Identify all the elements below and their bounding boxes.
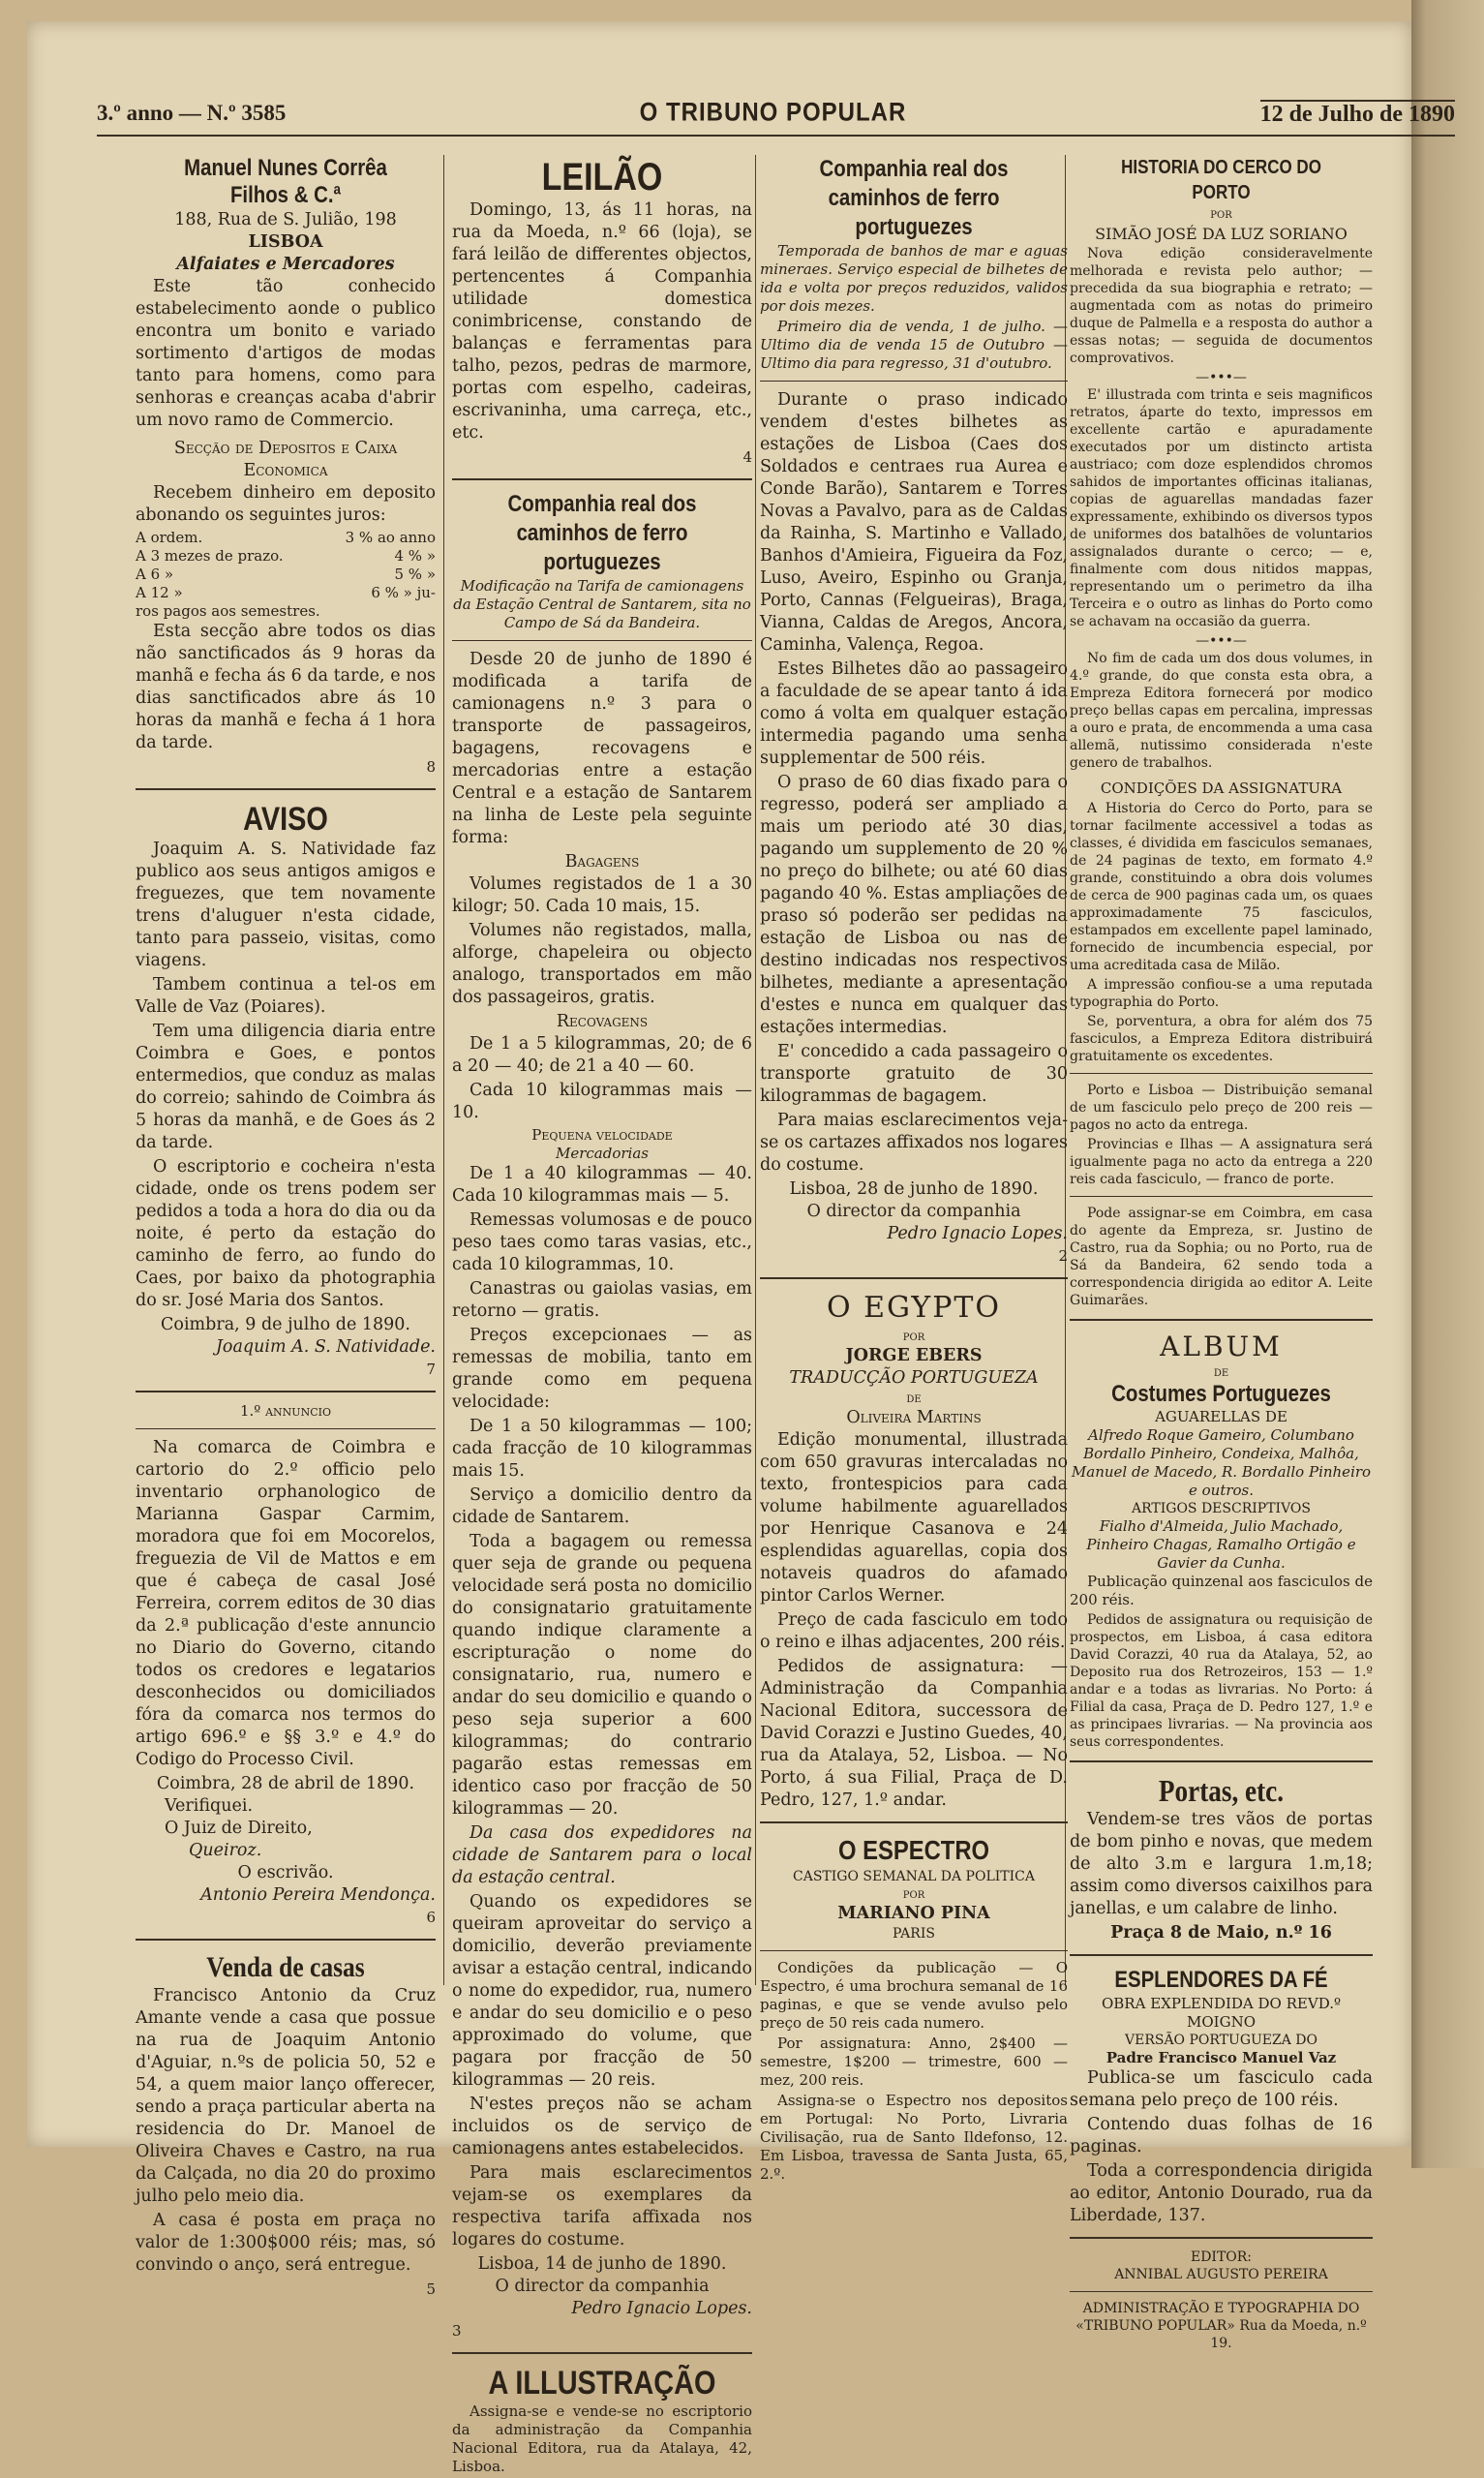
aviso-paragraph: Tambem continua a tel-os em Valle de Vaz (Poiares). xyxy=(136,975,436,1017)
section-hours: Esta secção abre todos os dias não sanctificados ás 9 horas da manhã e fecha ás 6 da tarde, e nos dias sanctificados abre ás 10 horas da manhã e fecha á 1 hora da tarde. xyxy=(136,622,436,752)
aviso-paragraph: Tem uma diligencia diaria entre Coimbra e Goes, e pontos entermedios, que conduz as malas do correio; sahindo de Coimbra ás 5 horas da manhã, e de Goes ás 2 da tarde. xyxy=(136,1022,436,1152)
railway-paragraph: Volumes não registados, malla, alforge, chapeleira ou objecto analogo, transportados em mão dos passageiros, gratis. xyxy=(452,921,752,1007)
ad-number: 6 xyxy=(426,1909,436,1926)
venda-text: Francisco Antonio da Cruz Amante vende a casa que possue na rua de Joaquim Antonio d'Aguiar, n.ºs de policia 50, 52 e 54, a quem maior lanço offerecer, sendo a praça particular aberta na residencia do Dr. Manoel de Oliveira Chaves e Castro, na rua da Calçada, no dia 20 do proximo julho pelo meio dia. xyxy=(136,1986,436,2206)
espectro-paragraph: Por assignatura: Anno, 2$400 — semestre, 1$200 — trimestre, 600 — mez, 200 reis. xyxy=(760,2034,1068,2089)
esplendores-paragraph: Toda a correspondencia dirigida ao editor, Antonio Dourado, rua da Liberdade, 137. xyxy=(1070,2161,1373,2225)
illustracao-text: Assigna-se e vende-se no escriptorio da administração da Companhia Nacional Editora, rua da Atalaya, 42, Lisboa. xyxy=(452,2402,752,2475)
rate-value: 3 % ao anno xyxy=(345,529,436,546)
railway-subtitle: Modificação na Tarifa de camionagens da Estação Central de Santarem, sita no Campo de Sá da Bandeira. xyxy=(453,577,751,631)
egypto-paragraph: Edição monumental, illustrada com 650 gravuras intercaladas no texto, frontespicios para cada volume habilmente aguarellados por Henrique Casanova e 24 esplendidas aguarellas, copia dos notaveis quadros do afamado pintor Carlos Werner. xyxy=(760,1430,1068,1606)
historia-paragraph: Nova edição consideravelmente melhorada e revista pelo author; — precedida da sua biographia e retrato; — augmentada com as notas do primeiro duque de Palmella e a resposta do author a essas notas; — seguida de documentos comprovativos. xyxy=(1070,246,1373,366)
firm-trade: Alfaiates e Mercadores xyxy=(176,255,395,274)
conditions-paragraph: Provincias e Ilhas — A assignatura será igualmente paga no acto da entrega a 220 reis cada fasciculo, — franco de porte. xyxy=(1070,1137,1373,1187)
rate-label: A 6 » xyxy=(136,566,174,583)
esplendores-translator: Padre Francisco Manuel Vaz xyxy=(1105,2049,1337,2066)
railway-paragraph: E' concedido a cada passageiro o transporte gratuito de 30 kilogrammas de bagagem. xyxy=(760,1042,1068,1106)
album-subtitle: Costumes Portuguezes xyxy=(1111,1381,1331,1407)
conditions-paragraph: A impressão confiou-se a uma reputada typographia do Porto. xyxy=(1070,977,1373,1010)
heading-recovagens: Recovagens xyxy=(556,1012,649,1031)
album-artists: Alfredo Roque Gameiro, Columbano Bordallo Pinheiro, Condeixa, Malhôa, Manuel de Macedo, R. Bordallo Pinheiro e outros. xyxy=(1071,1426,1372,1499)
rate-value: 6 % » ju- xyxy=(371,584,436,601)
firm-text: Este tão conhecido estabelecimento aonde o publico encontra um bonito e variado sortimento d'artigos de modas tanto para homens, como para senhoras e creanças acaba d'abrir um novo ramo de Commercio. xyxy=(136,277,436,430)
railway-paragraph: Para maias esclarecimentos veja-se os cartazes affixados nos logares do costume. xyxy=(760,1111,1068,1175)
newspaper-title: O TRIBUNO POPULAR xyxy=(639,98,907,128)
egypto-title: O EGYPTO xyxy=(826,1291,1002,1325)
divider xyxy=(1070,2291,1373,2292)
annuncio-judge: O Juiz de Direito, xyxy=(165,1819,313,1838)
rate-row xyxy=(136,584,436,602)
egypto-translator: Oliveira Martins xyxy=(846,1408,982,1427)
column-3 xyxy=(760,155,1068,2186)
rate-label: A ordem. xyxy=(136,529,203,546)
esplendores-version: VERSÃO PORTUGUEZA DO xyxy=(1124,2033,1318,2048)
heading-mercadorias: Mercadorias xyxy=(556,1145,649,1162)
divider xyxy=(452,2352,752,2354)
rates-end: ros pagos aos semestres. xyxy=(136,602,320,620)
railway-paragraph: Toda a bagagem ou remessa quer seja de grande ou pequena velocidade será posta no domicilio do consignatario gratuitamente quando indique claramente a escripturação o nome do consignatario, rua, numero e andar do seu domicilio e quando o peso seja superior a 600 kilogrammas; do contrario pagarão estas remessas em identico caso por fracção de 50 kilogrammas — 20. xyxy=(452,1532,752,1819)
esplendores-title: ESPLENDORES DA FÉ xyxy=(1114,1967,1328,1993)
divider xyxy=(452,478,752,480)
divider xyxy=(760,1821,1068,1823)
conditions-paragraph: Se, porventura, a obra for além dos 75 fasciculos, a Empreza Editora distribuirá gratuitamente os excedentes. xyxy=(1070,1014,1373,1064)
railway-paragraph: O praso de 60 dias fixado para o regresso, poderá ser ampliado a mais um periodo até 30 dias, pagando um supplemento de 20 % no preço do bilhete; ou até 60 dias pagando 40 %. Estas ampliações de praso só poderão ser pedidas na estação de Lisboa ou nas de destino indicadas nos respectivos bilhetes, mediante a apresentação d'estes e nunca em qualquer das estações intermedias. xyxy=(760,773,1068,1037)
illustracao-title: A ILLUSTRAÇÃO xyxy=(488,2365,716,2402)
aviso-signature: Joaquim A. S. Natividade. xyxy=(215,1337,436,1357)
historia-paragraph: E' illustrada com trinta e seis magnificos retratos, áparte do texto, impressos em excellente cartão e apuradamente executados por um distincto artista austriaco; com doze esplendidos chromos sahidos de importantes officinas italianas, copias de aguarellas mandadas fazer expressamente, exhibindo os diversos typos de uniformes dos batalhões de voluntarios assignalados durante o cerco; — e, finalmente com dous nitidos mappas, representando um o perimetro da ilha Terceira e o outro as linhas do Porto como se achavam na occasião da guerra. xyxy=(1070,387,1373,629)
column-1 xyxy=(136,155,436,2301)
firm-city: LISBOA xyxy=(248,232,323,252)
railway-date: Lisboa, 28 de junho de 1890. xyxy=(789,1179,1039,1199)
portas-title: Portas, etc. xyxy=(1158,1773,1285,1808)
section-title: Secção de Depositos e Caixa Economica xyxy=(173,439,398,480)
esplendores-paragraph: Publica-se um fasciculo cada semana pelo preço de 100 réis. xyxy=(1070,2068,1373,2110)
historia-por: por xyxy=(1210,206,1232,222)
issue-date: 12 de Julho de 1890 xyxy=(1259,101,1455,127)
esplendores-paragraph: Contendo duas folhas de 16 paginas. xyxy=(1070,2115,1373,2157)
espectro-city: PARIS xyxy=(893,1926,935,1942)
railway-paragraph: Serviço a domicilio dentro da cidade de Santarem. xyxy=(452,1485,752,1527)
divider xyxy=(1070,1760,1373,1762)
annuncio-verified: Verifiquei. xyxy=(165,1796,254,1816)
divider xyxy=(136,788,436,790)
divider xyxy=(760,381,1068,382)
annuncio-clerk-name: Antonio Pereira Mendonça. xyxy=(200,1885,436,1905)
railway-paragraph: Da casa dos expedidores na cidade de Santarem para o local da estação central. xyxy=(452,1823,752,1887)
espectro-subtitle: CASTIGO SEMANAL DA POLITICA xyxy=(793,1869,1035,1884)
railway-director: O director da companhia xyxy=(806,1202,1021,1221)
espectro-paragraph: Condições da publicação — O Espectro, é uma brochura semanal de 16 paginas, e que se vende avulso pelo preço de 50 reis cada numero. xyxy=(760,1959,1068,2032)
rate-label: A 3 mezes de prazo. xyxy=(136,547,284,565)
rate-row xyxy=(136,566,436,584)
ad-number: 3 xyxy=(452,2322,462,2340)
espectro-por: por xyxy=(902,1886,925,1902)
divider xyxy=(136,1391,436,1392)
railway-paragraph: De 1 a 50 kilogrammas — 100; cada fracção de 10 kilogrammas mais 15. xyxy=(452,1417,752,1481)
railway-director-name: Pedro Ignacio Lopes. xyxy=(887,1224,1068,1243)
espectro-title: O ESPECTRO xyxy=(837,1835,990,1865)
aviso-paragraph: Joaquim A. S. Natividade faz publico aos seus antigos amigos e freguezes, que tem novamente trens d'aluguer n'esta cidade, tanto para passeio, visitas, como viagens. xyxy=(136,840,436,970)
album-paragraph: Pedidos de assignatura ou requisição de prospectos, em Lisboa, á casa editora David Corazzi, 40 rua da Atalaya, 52, ao Deposito rua dos Retrozeiros, 153 — 1.º andar e a todas as livrarias. No Porto: á Filial da casa, Praça de D. Pedro 127, 1.º e as principaes livrarias. — Na provincia aos seus correspondentes. xyxy=(1070,1612,1373,1750)
firm-title: Manuel Nunes Corrêa Filhos & C.ª xyxy=(184,155,387,208)
railway-paragraph: Durante o praso indicado vendem d'estes bilhetes as estações de Lisboa (Caes dos Soldados e centraes rua Aurea e Conde Barão), Santarem e Torres Novas a Pavalvo, para as de Caldas da Rainha, S. Martinho e Vallado, Banhos d'Amieira, Figueira da Foz, Luso, Aveiro, Espinho ou Granja, Porto, Cannas (Felgueiras), Braga, Vianna, Caldas de Aregos, Ancora, Caminha, Valença, Regoa. xyxy=(760,390,1068,655)
rate-row xyxy=(136,547,436,566)
ad-number: 5 xyxy=(426,2280,436,2298)
egypto-author: JORGE EBERS xyxy=(845,1346,983,1365)
conditions-title: CONDIÇÕES DA ASSIGNATURA xyxy=(1100,780,1343,797)
album-aguarellas: AGUARELLAS DE xyxy=(1155,1408,1287,1425)
railway-paragraph: De 1 a 5 kilogrammas, 20; de 6 a 20 — 40; de 21 a 40 — 60. xyxy=(452,1034,752,1076)
railway-title: Companhia real dos caminhos de ferro portuguezes xyxy=(819,156,1009,240)
railway-paragraph: Para mais esclarecimentos vejam-se os exemplares da respectiva tarifa affixada nos logares do costume. xyxy=(452,2163,752,2249)
issue-number: 3.º anno — N.º 3585 xyxy=(97,101,287,125)
annuncio-clerk: O escrivão. xyxy=(237,1863,334,1882)
railway-paragraph: Remessas volumosas e de pouco peso taes como taras vasias, etc., cada 10 kilogrammas, 10. xyxy=(452,1210,752,1274)
column-rule xyxy=(755,155,756,1985)
venda-text: A casa é posta em praça no valor de 1:300$000 réis; mas, só convindo o anço, será entregue. xyxy=(136,2211,436,2275)
interest-rates-table xyxy=(136,529,436,602)
leilao-title: LEILÃO xyxy=(541,156,663,199)
railway-title: Companhia real dos caminhos de ferro portuguezes xyxy=(507,491,697,575)
heading-bagagens: Bagagens xyxy=(564,852,640,872)
ad-number: 8 xyxy=(426,758,436,776)
rate-row xyxy=(136,529,436,547)
album-desc-head: ARTIGOS DESCRIPTIVOS xyxy=(1131,1501,1311,1516)
egypto-translation: TRADUCÇÃO PORTUGUEZA xyxy=(789,1368,1039,1388)
divider xyxy=(760,1277,1068,1279)
ad-number: 2 xyxy=(1058,1247,1068,1265)
railway-paragraph: Quando os expedidores se queiram aproveitar do serviço a domicilio, deverão previamente avisar a estação central, indicando o nome do expedidor, rua, numero e andar do seu domicilio e o peso approximado do volume, que pagara por fracção de 50 kilogrammas — 20 reis. xyxy=(452,1892,752,2090)
divider xyxy=(760,1950,1068,1951)
railway-paragraph: Cada 10 kilogrammas mais — 10. xyxy=(452,1081,752,1122)
railway-date: Lisboa, 14 de junho de 1890. xyxy=(477,2254,727,2274)
rate-label: A 12 » xyxy=(136,584,183,601)
historia-paragraph: No fim de cada um dos dous volumes, in 4.º grande, do que consta esta obra, a Empreza Editora fornecerá por modico preço bellas capas em percalina, impressas a ouro e prata, de encommenda a uma casa allemã, nutissimo considerada n'este genero de trabalhos. xyxy=(1070,651,1373,771)
album-title: ALBUM xyxy=(1160,1331,1283,1362)
divider xyxy=(1070,1073,1373,1074)
aviso-paragraph: O escriptorio e cocheira n'esta cidade, onde os trens podem ser pedidos a toda a hora do dia ou da noite, é perto da estação do caminho de ferro, ao fundo do Caes, por baixo da photographia do sr. José Maria dos Santos. xyxy=(136,1157,436,1310)
divider xyxy=(452,640,752,641)
railway-subtitle: Temporada de banhos de mar e aguas mineraes. Serviço especial de bilhetes de ida e volta por preços reduzidos, validos por dois mezes. xyxy=(760,242,1068,315)
divider xyxy=(136,1939,436,1941)
divider xyxy=(1070,2237,1373,2239)
editor-name: ANNIBAL AUGUSTO PEREIRA xyxy=(1114,2267,1328,2282)
historia-author: SIMÃO JOSÉ DA LUZ SORIANO xyxy=(1095,225,1348,243)
railway-paragraph: Estes Bilhetes dão ao passageiro a faculdade de se apear tanto á ida como á volta em qualquer estação intermedia pagando uma senha supplementar de 500 réis. xyxy=(760,659,1068,768)
section-intro: Recebem dinheiro em deposito abonando os seguintes juros: xyxy=(136,483,436,525)
venda-title: Venda de casas xyxy=(206,1951,365,1983)
espectro-paragraph: Assigna-se o Espectro nos depositos em Portugal: No Porto, Livraria Civilisação, rua de Santo Ildefonso, 12. Em Lisboa, travessa de Santa Justa, 65, 2.º. xyxy=(760,2092,1068,2183)
railway-paragraph: Volumes registados de 1 a 30 kilogr; 50. Cada 10 mais, 15. xyxy=(452,874,752,916)
railway-dates: Primeiro dia de venda, 1 de julho. — Ultimo dia de venda 15 de Outubro — Ultimo dia para regresso, 31 d'outubro. xyxy=(760,318,1068,372)
divider xyxy=(1070,1319,1373,1321)
ornament: —•••— xyxy=(1196,633,1247,649)
masthead xyxy=(97,92,1455,137)
firm-address: 188, Rua de S. Julião, 198 xyxy=(174,210,397,229)
esplendores-subtitle: OBRA EXPLENDIDA DO REVD.º MOIGNO xyxy=(1101,1995,1342,2031)
divider xyxy=(136,1428,436,1429)
railway-paragraph: De 1 a 40 kilogrammas — 40. Cada 10 kilogrammas mais — 5. xyxy=(452,1164,752,1206)
egypto-de: de xyxy=(906,1391,922,1406)
railway-director: O director da companhia xyxy=(495,2277,710,2296)
railway-paragraph: Preços excepcionaes — as remessas de mobilia, tanto em grande como em pequena velocidade: xyxy=(452,1326,752,1412)
espectro-author: MARIANO PINA xyxy=(837,1904,990,1923)
annuncio-text: Na comarca de Coimbra e cartorio do 2.º officio pelo inventario orphanologico de Marianna Gaspar Carmim, moradora que foi em Mocorelos, freguezia de Vil de Mattos e em que é cabeça de casal José Ferreira, correm editos de 30 dias da 2.ª publicação d'este annuncio no Diario do Governo, citando todos os credores e legatarios desconhecidos ou domiciliados fóra da comarca nos termos do artigo 696.º e §§ 3.º e 4.º do Codigo do Processo Civil. xyxy=(136,1438,436,1769)
annuncio-judge-name: Queiroz. xyxy=(189,1841,262,1860)
ad-number: 4 xyxy=(742,448,752,466)
album-de: de xyxy=(1213,1364,1229,1380)
album-writers: Fialho d'Almeida, Julio Machado, Pinheiro Chagas, Ramalho Ortigão e Gavier da Cunha. xyxy=(1086,1517,1356,1572)
adjacent-page-edge xyxy=(1411,0,1484,2168)
annuncio-date: Coimbra, 28 de abril de 1890. xyxy=(156,1774,415,1793)
egypto-por: por xyxy=(902,1329,925,1344)
ad-number: 7 xyxy=(426,1361,436,1378)
rate-value: 5 % » xyxy=(394,566,436,583)
conditions-paragraph: A Historia do Cerco do Porto, para se tornar facilmente accessivel a todas as classes, é dividida em fasciculos semanaes, de 24 paginas de texto, em formato 4.º grande, constituindo a obra dois volumes de cerca de 900 paginas cada um, os quaes approximadamente 75 fasciculos, estampados em excellente papel laminado, fornecido de incumbencia especial, por uma acreditada casa de Milão. xyxy=(1070,801,1373,973)
imprint: ADMINISTRAÇÃO E TYPOGRAPHIA DO «TRIBUNO POPULAR» Rua da Moeda, n.º 19. xyxy=(1075,2301,1367,2351)
divider xyxy=(1070,1954,1373,1956)
railway-paragraph: N'estes preços não se acham incluidos os de serviço de camionagens antes estabelecidos. xyxy=(452,2095,752,2158)
column-2 xyxy=(452,155,752,2478)
editor-label: EDITOR: xyxy=(1190,2249,1253,2265)
railway-paragraph: Canastras ou gaiolas vasias, em retorno — gratis. xyxy=(452,1279,752,1321)
divider xyxy=(1070,1196,1373,1197)
railway-director-name: Pedro Ignacio Lopes. xyxy=(571,2299,752,2318)
aviso-title: AVISO xyxy=(243,801,328,838)
egypto-paragraph: Pedidos de assignatura: — Administração da Companhia Nacional Editora, successora de David Corazzi e Justino Guedes, 40, rua da Atalaya, 52, Lisboa. — No Porto, á sua Filial, Praça de D. Pedro, 127, 1.º andar. xyxy=(760,1657,1068,1810)
portas-text: Vendem-se tres vãos de portas de bom pinho e novas, que medem de alto 3.m e largura 1.m,18; assim como diversos caixilhos para janellas, e um calabre de linho. xyxy=(1070,1810,1373,1918)
railway-paragraph: Desde 20 de junho de 1890 é modificada a tarifa de camionagens n.º 3 para o transporte de passageiros, bagagens, recovagens e mercadorias entre a estação Central e a estação de Santarem na linha de Leste pela seguinte forma: xyxy=(452,650,752,847)
column-rule xyxy=(443,155,444,1985)
rate-value: 4 % » xyxy=(394,547,436,565)
annuncio-head: 1.º annuncio xyxy=(239,1402,331,1420)
egypto-paragraph: Preço de cada fasciculo em todo o reino e ilhas adjacentes, 200 réis. xyxy=(760,1610,1068,1652)
heading-pequena-velocidade: Pequena velocidade xyxy=(531,1126,673,1144)
aviso-date: Coimbra, 9 de julho de 1890. xyxy=(161,1315,410,1334)
album-paragraph: Publicação quinzenal aos fasciculos de 200 réis. xyxy=(1070,1573,1373,1608)
historia-title: HISTORIA DO CERCO DO PORTO xyxy=(1121,157,1321,203)
conditions-paragraph: Porto e Lisboa — Distribuição semanal de um fasciculo pelo preço de 200 reis — pagos no acto da entrega. xyxy=(1070,1083,1373,1133)
ornament: —•••— xyxy=(1196,370,1247,385)
portas-address: Praça 8 de Maio, n.º 16 xyxy=(1110,1923,1332,1943)
leilao-text: Domingo, 13, ás 11 horas, na rua da Moeda, n.º 66 (loja), se fará leilão de differentes objectos, pertencentes á Companhia utilidade domestica conimbricense, constando de balanças e ferramentas para talho, pezos, pedras de marmore, portas com espelho, cadeiras, escrivaninha, uma carreça, etc., etc. xyxy=(452,200,752,443)
column-4 xyxy=(1070,155,1373,2352)
conditions-paragraph: Pode assignar-se em Coimbra, em casa do agente da Empreza, sr. Justino de Castro, rua da Sophia; ou no Porto, rua de Sá da Bandeira, 62 sendo toda a correspondencia dirigida ao editor A. Leite Guimarães. xyxy=(1070,1206,1373,1308)
